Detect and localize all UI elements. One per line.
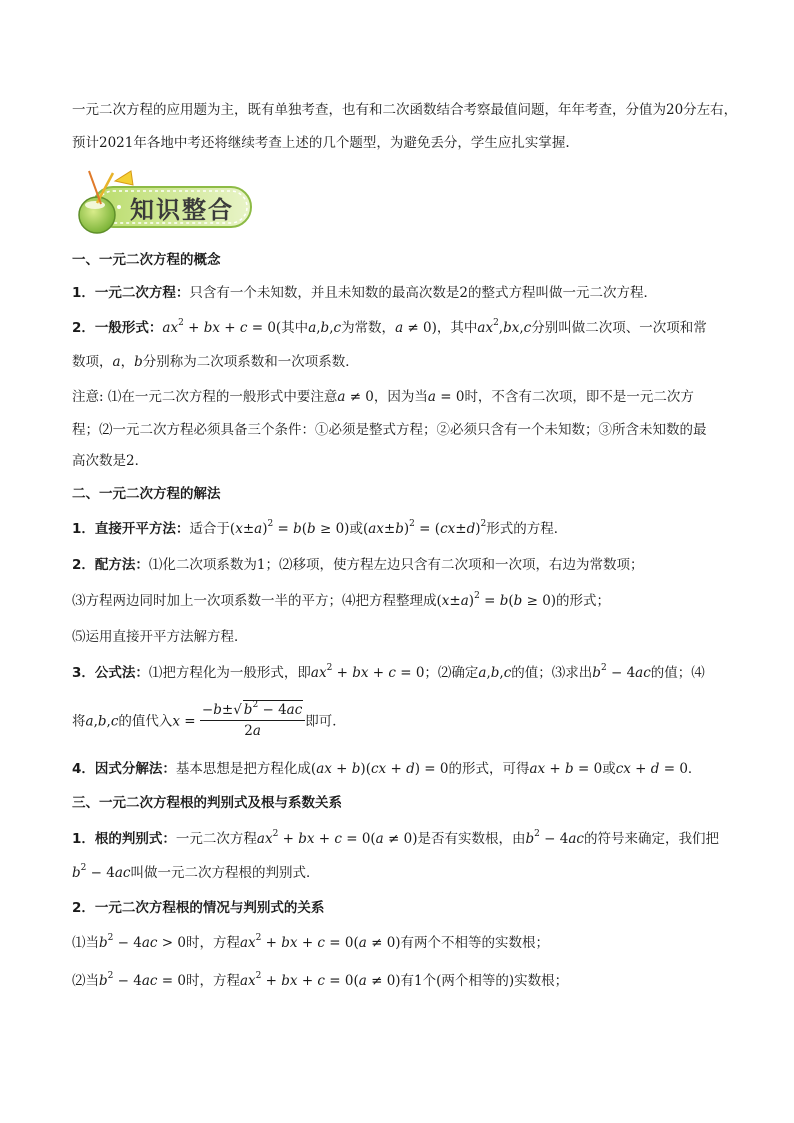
section-2-title: 二、一元二次方程的解法 bbox=[72, 486, 221, 502]
intro-line-1: 一元二次方程的应用题为主，既有单独考查，也有和二次函数结合考察最值问题，年年考查，分值为20分左右， bbox=[72, 102, 738, 118]
section-3-title: 三、一元二次方程根的判别式及根与系数关系 bbox=[72, 795, 342, 811]
s1-item-2: 2．一般形式：$ax^2$ + bx + c = 0(其中a,b,c为常数，a ≠ 0)，其中$ax^2,bx,c$分别叫做二次项、一次项和常 bbox=[72, 317, 707, 336]
quadratic-formula: $\frac{-b\pm√ b^2 - 4ac}{2a}$ bbox=[200, 700, 305, 740]
s1-note-line-2: 程；⑵一元二次方程必须具备三个条件：①必须是整式方程；②必须只含有一个未知数；③所含未知数的最 bbox=[72, 422, 707, 438]
s1-item-2-line-2: 数项，a，b分别称为二次项系数和一次项系数． bbox=[72, 354, 359, 370]
s1-note-line-1: 注意: ⑴在一元二次方程的一般形式中要注意a ≠ 0，因为当a = 0时，不含有二次项，即不是一元二次方 bbox=[72, 389, 694, 405]
section-1-title: 一、一元二次方程的概念 bbox=[72, 252, 221, 268]
s3-item-1-line-2: $b^2 - 4ac$叫做一元二次方程根的判别式． bbox=[72, 862, 320, 881]
s2-item-1: 1．直接开平方法：适合于$(x\pm a)^2 = b(b \ge 0)$或$(ax\pm b)^2 = (cx\pm d)^2$形式的方程． bbox=[72, 518, 568, 537]
s2-item-2: 2．配方法：⑴化二次项系数为1；⑵移项，使方程左边只含有二次项和一次项，右边为常数项； bbox=[72, 557, 644, 573]
s2-item-4: 4．因式分解法：基本思想是把方程化成(ax + b)(cx + d) = 0的形式，可得ax + b = 0或cx + d = 0． bbox=[72, 761, 702, 777]
s1-item-1: 1．一元二次方程：只含有一个未知数，并且未知数的最高次数是2的整式方程叫做一元二次方程． bbox=[72, 285, 657, 301]
s3-case-1: ⑴当$b^2 - 4ac > 0$时，方程$ax^2$ + bx + c = 0(a ≠ 0)有两个不相等的实数根； bbox=[72, 932, 550, 951]
s2-item-3-line-2: 将a,b,c的值代入x = $\frac{-b\pm√ b^2 - 4ac}{2a}$ 即可． bbox=[72, 699, 346, 739]
s3-item-1: 1．根的判别式：一元二次方程$ax^2$ + bx + c = 0(a ≠ 0)是否有实数根，由$b^2 - 4ac$的符号来确定，我们把 bbox=[72, 828, 719, 847]
umbrella-icon bbox=[115, 171, 133, 185]
s1-note-line-3: 高次数是2． bbox=[72, 453, 149, 469]
s3-case-2: ⑵当$b^2 - 4ac = 0$时，方程$ax^2$ + bx + c = 0(a ≠ 0)有1个(两个相等的)实数根； bbox=[72, 970, 569, 989]
s2-item-3: 3．公式法：⑴把方程化为一般形式，即$ax^2$ + bx + c = 0；⑵确定a,b,c的值；⑶求出$b^2 - 4ac$的值；⑷ bbox=[72, 662, 705, 681]
banner-title: 知识整合 bbox=[130, 196, 234, 224]
s2-item-2-line-3: ⑸运用直接开平方法解方程． bbox=[72, 629, 248, 645]
s3-item-2-title: 2．一元二次方程根的情况与判别式的关系 bbox=[72, 900, 325, 916]
intro-line-2: 预计2021年各地中考还将继续考查上述的几个题型，为避免丢分，学生应扎实掌握. bbox=[72, 135, 570, 151]
s2-item-2-line-2: ⑶方程两边同时加上一次项系数一半的平方；⑷把方程整理成$(x\pm a)^2 = b(b \ge 0)$的形式； bbox=[72, 590, 611, 609]
